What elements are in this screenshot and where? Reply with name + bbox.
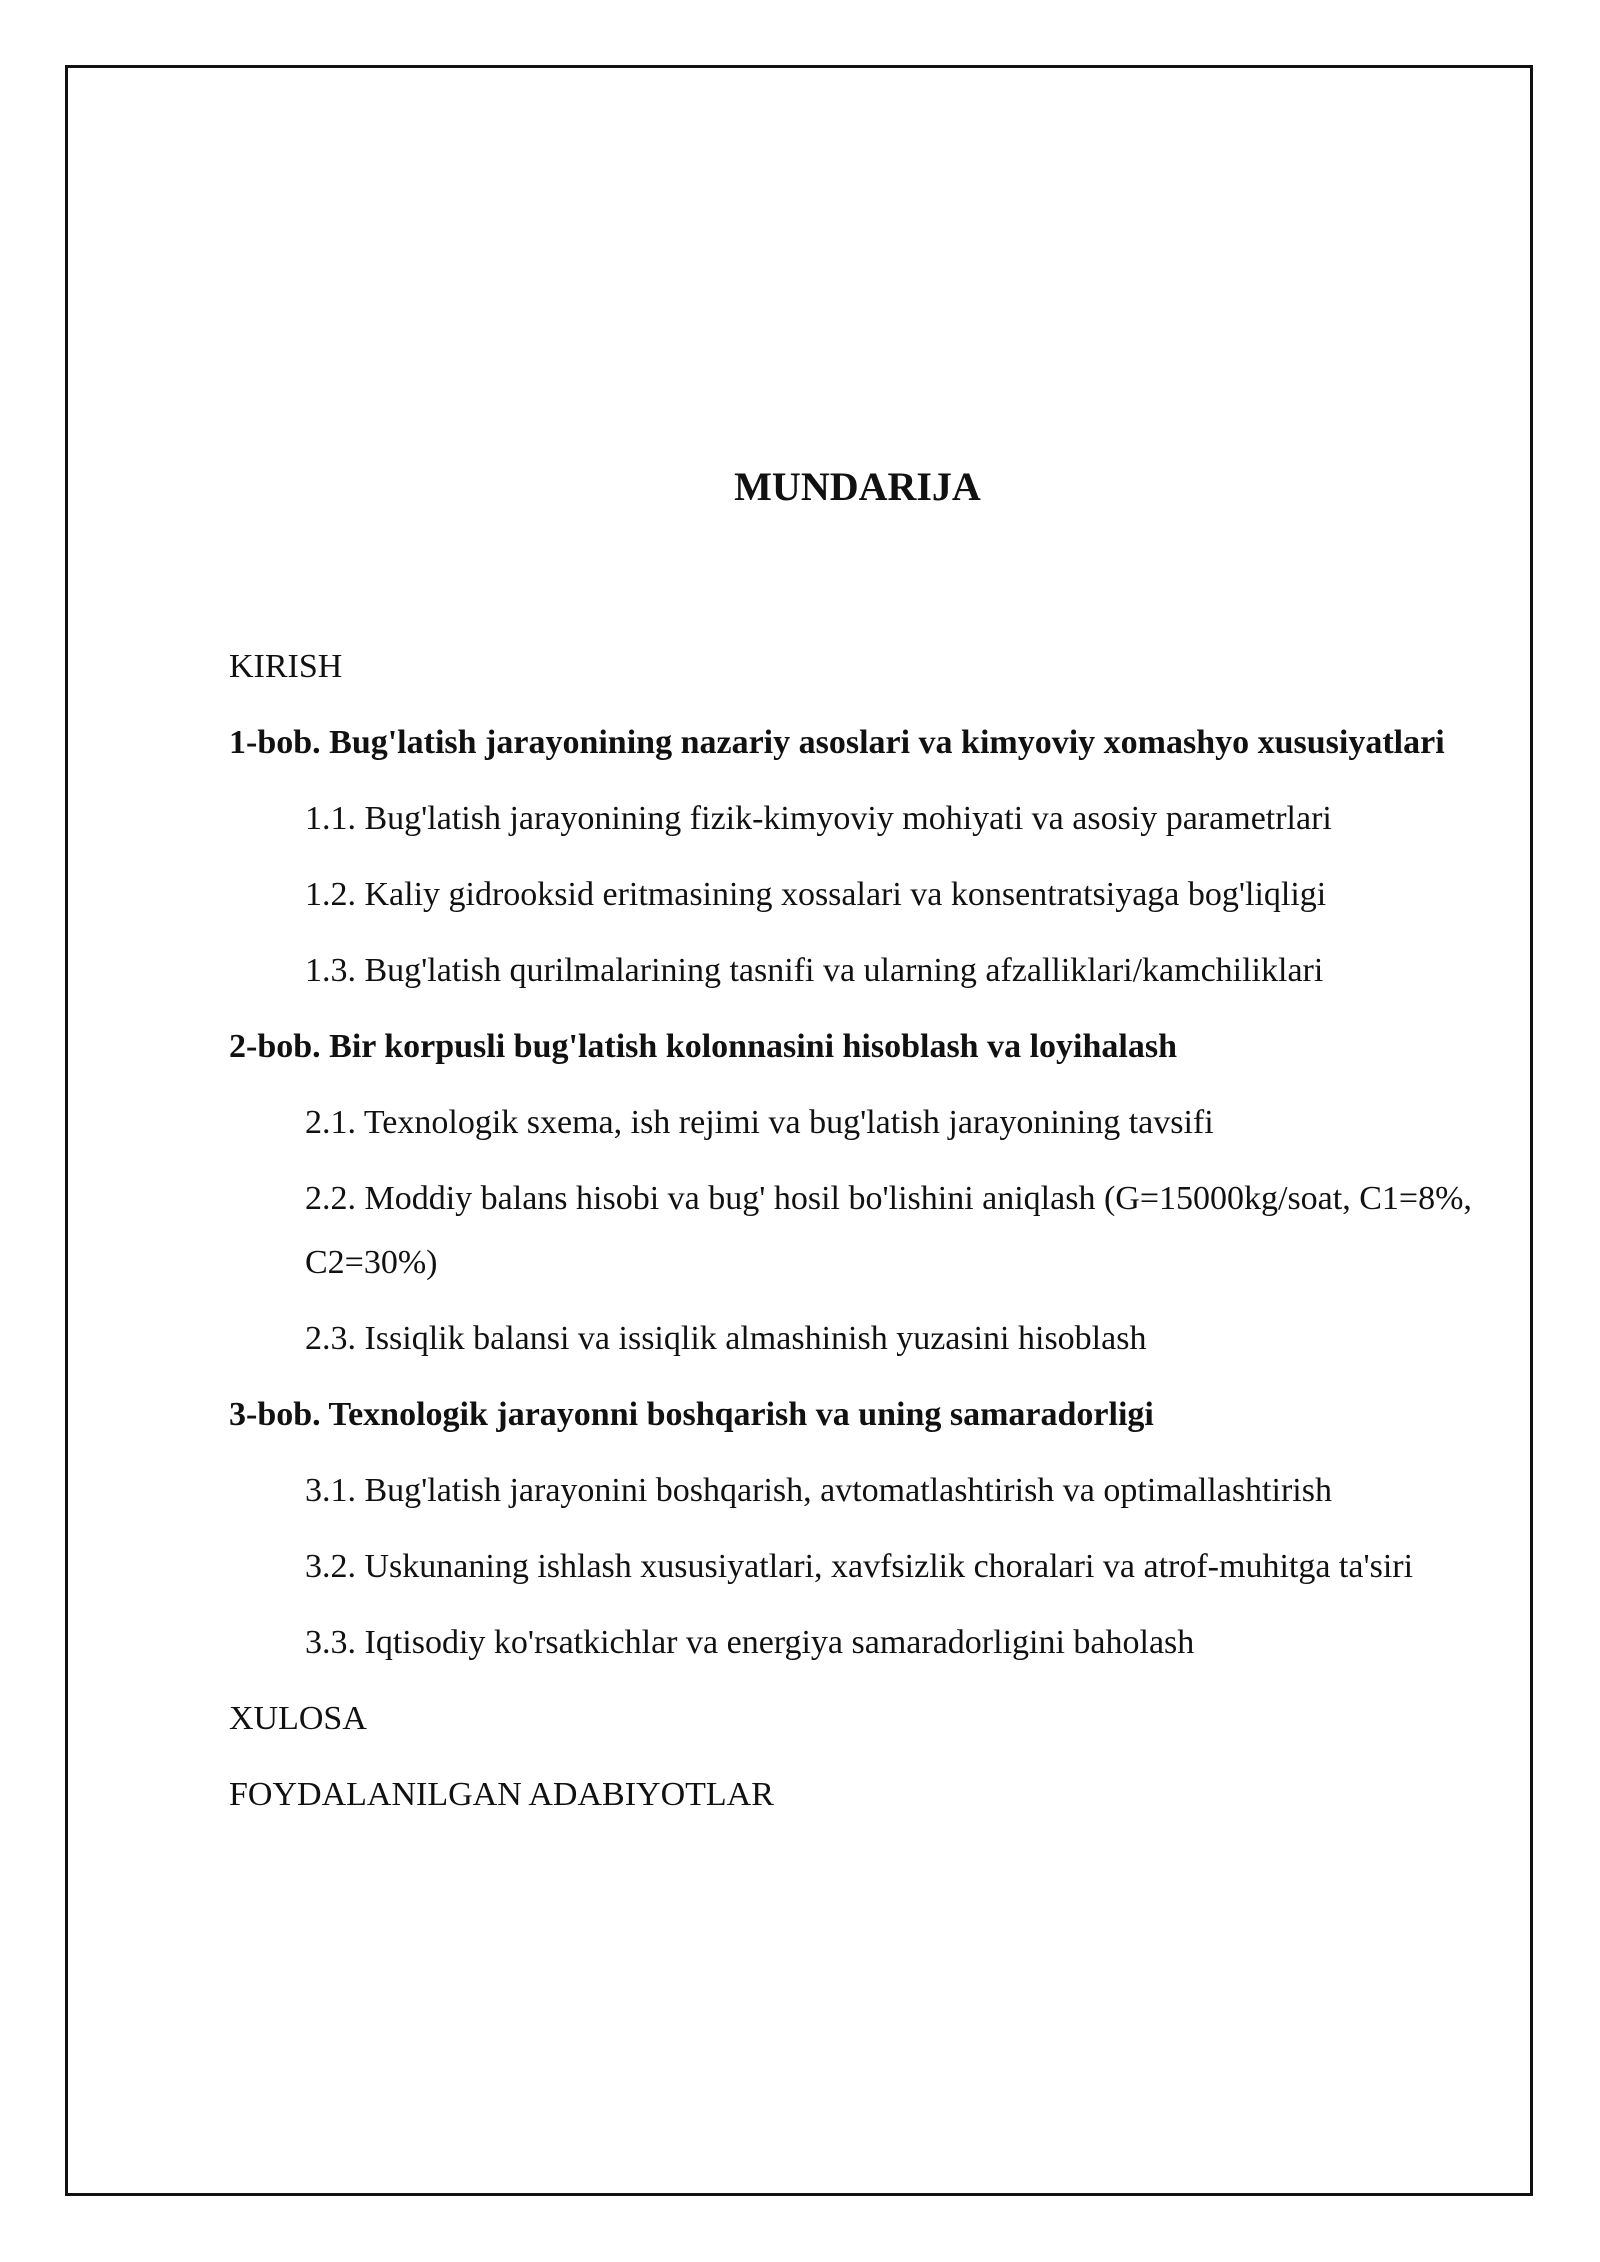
toc-section-1-2: 1.2. Kaliy gidrooksid eritmasining xossalari va konsentratsiyaga bog'liqligi	[305, 876, 1327, 913]
page-title: MUNDARIJA	[734, 464, 981, 509]
toc-item-adabiyotlar: FOYDALANILGAN ADABIYOTLAR	[229, 1776, 774, 1813]
toc-section-2-1: 2.1. Texnologik sxema, ish rejimi va bug'latish jarayonining tavsifi	[305, 1104, 1214, 1141]
toc-chapter-3: 3-bob. Texnologik jarayonni boshqarish va uning samaradorligi	[229, 1396, 1154, 1433]
toc-section-3-2: 3.2. Uskunaning ishlash xususiyatlari, xavfsizlik choralari va atrof-muhitga ta'siri	[305, 1548, 1414, 1585]
toc-section-3-1: 3.1. Bug'latish jarayonini boshqarish, avtomatlashtirish va optimallashtirish	[305, 1472, 1332, 1509]
toc-section-2-2: 2.2. Moddiy balans hisobi va bug' hosil bo'lishini aniqlash (G=15000kg/soat, C1=8%, C2=30%)	[305, 1180, 1472, 1281]
toc-section-1-1: 1.1. Bug'latish jarayonining fizik-kimyoviy mohiyati va asosiy parametrlari	[305, 800, 1332, 837]
toc-section-2-3: 2.3. Issiqlik balansi va issiqlik almashinish yuzasini hisoblash	[305, 1320, 1147, 1357]
toc-chapter-1: 1-bob. Bug'latish jarayonining nazariy asoslari va kimyoviy xomashyo xususiyatlari	[229, 724, 1445, 761]
toc-chapter-2: 2-bob. Bir korpusli bug'latish kolonnasini hisoblash va loyihalash	[229, 1028, 1177, 1065]
toc-item-kirish: KIRISH	[229, 648, 343, 685]
table-of-contents	[229, 635, 1479, 1827]
toc-section-1-3: 1.3. Bug'latish qurilmalarining tasnifi va ularning afzalliklari/kamchiliklari	[305, 952, 1324, 989]
toc-section-3-3: 3.3. Iqtisodiy ko'rsatkichlar va energiya samaradorligini baholash	[305, 1624, 1195, 1661]
toc-item-xulosa: XULOSA	[229, 1700, 367, 1737]
